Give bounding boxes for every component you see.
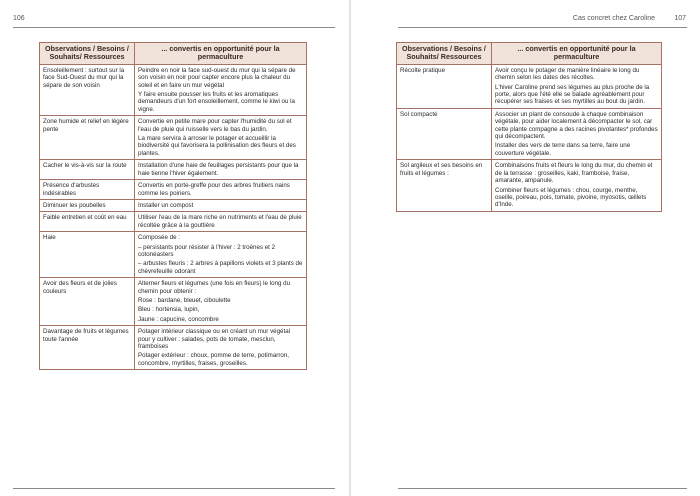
header-observations: Observations / Besoins / Souhaits/ Ressources [397, 43, 492, 65]
left-observations-table [39, 42, 307, 370]
observation-cell: Sol compacté [397, 108, 492, 159]
table-row [397, 108, 662, 159]
table-row [40, 116, 307, 160]
left-header-rule [13, 27, 335, 28]
table-row [40, 199, 307, 211]
opportunity-paragraph: Alterner fleurs et légumes (une fois en fleurs) le long du chemin pour obtenir : [138, 280, 291, 295]
opportunity-cell [135, 116, 307, 160]
opportunity-paragraph: L'hiver Caroline prend ses légumes au plus proche de la porte, alors que l'été elle se balade agréablement pour récupérer ses fraises et ses myrtilles au bout du jardin. [495, 83, 650, 106]
table-row [397, 64, 662, 108]
observation-cell: Ensoleillement : surtout sur la face Sud-Ouest du mur qui la sépare de son voisin [40, 64, 135, 115]
opportunity-paragraph: Potager extérieur : choux, pomme de terre, potimarron, concombre, myrtilles, fraises, groseilles. [138, 352, 289, 367]
observation-cell: Sol argileux et ses besoins en fruits et légumes : [397, 160, 492, 211]
observation-cell: Faible entretien et coût en eau [40, 212, 135, 232]
opportunity-paragraph: Potager intérieur classique ou en créant un mur végétal pour y cultiver : salades, pots de tomate, mesclun, framboises [138, 328, 291, 350]
opportunity-cell [135, 326, 307, 370]
opportunity-paragraph: Utiliser l'eau de la mare riche en nutriments et l'eau de pluie récoltée grâce à la gouttière [138, 214, 302, 229]
left-page-number: 106 [13, 15, 25, 22]
table-row [40, 212, 307, 232]
table-header-row [397, 43, 662, 65]
opportunity-paragraph: Convertie en petite mare pour capter l'humidité du sol et l'eau de pluie qui ruisselle vers le bas du jardin. [138, 118, 292, 133]
right-footer-rule [398, 488, 687, 489]
observation-cell: Diminuer les poubelles [40, 199, 135, 211]
opportunity-paragraph: Associer un plant de consoude à chaque combinaison végétale, pour aider localement à décompacter le sol, car cette plante compagne a des racines pivotantes* profondes qui décompactent. [495, 110, 658, 141]
opportunity-cell [135, 64, 307, 115]
observation-cell: Présence d'arbustes indésirables [40, 180, 135, 200]
opportunity-paragraph: Rose : bardane, bleuet, ciboulette [138, 296, 231, 304]
right-page-number: 107 [674, 15, 686, 22]
opportunity-paragraph: – persistants pour résister à l'hiver : 2 troènes et 2 cotonéasters [138, 243, 276, 258]
opportunity-cell [135, 199, 307, 211]
opportunity-paragraph: Installer des vers de terre dans sa terre, faire une couverture végétale. [495, 142, 631, 157]
observation-cell: Haie [40, 232, 135, 278]
observation-cell: Cacher le vis-à-vis sur la route [40, 160, 135, 180]
observation-cell: Avoir des fleurs et de jolies couleurs [40, 278, 135, 326]
table-header-row [40, 43, 307, 65]
opportunity-paragraph: Convertis en porte-greffe pour des arbres fruitiers nains comme les poiriers. [138, 182, 290, 197]
opportunity-paragraph: Bleu : hortensia, lupin, [138, 306, 200, 314]
opportunity-paragraph: Jaune : capucine, concombre [138, 315, 219, 323]
table-row [40, 278, 307, 326]
header-opportunities: ... convertis en opportunité pour la permaculture [492, 43, 662, 65]
opportunity-paragraph: Installer un compost [138, 201, 194, 209]
table-row [397, 160, 662, 211]
opportunity-cell [135, 232, 307, 278]
running-head: Cas concret chez Caroline [572, 15, 655, 22]
opportunity-paragraph: Combinaisons fruits et fleurs le long du mur, du chemin et de la terrasse : groseilles, kaki, framboise, fraise, amarante, ampanule. [495, 162, 653, 185]
opportunity-cell [135, 278, 307, 326]
observation-cell: Davantage de fruits et légumes toute l'année [40, 326, 135, 370]
opportunity-paragraph: Composée de : [138, 234, 180, 242]
opportunity-paragraph: La mare servira à arroser le potager et accueillir la biodiversité qui favorisera la pollinisation des fleurs et des plantes. [138, 135, 296, 157]
opportunity-paragraph: – arbustes fleuris : 2 arbres à papillons violets et 3 plants de chèvrefeuille odorant [138, 260, 303, 275]
table-row [40, 160, 307, 180]
header-opportunities: ... convertis en opportunité pour la permaculture [135, 43, 307, 65]
table-row [40, 180, 307, 200]
opportunity-cell [492, 64, 662, 108]
opportunity-paragraph: Combiner fleurs et légumes : chou, courge, menthe, oseille, poireau, pois, tomate, pivoine, myosotis, œillets d'Inde. [495, 186, 647, 209]
observation-cell: Zone humide et relief en légère pente [40, 116, 135, 160]
table-row [40, 232, 307, 278]
header-observations: Observations / Besoins / Souhaits/ Ressources [40, 43, 135, 65]
observation-cell: Récolte pratique [397, 64, 492, 108]
opportunity-cell [492, 160, 662, 211]
opportunity-paragraph: Y faire ensuite pousser les fruits et les aromatiques demandeurs d'un fort ensoleillement, comme le kiwi ou la vigne. [138, 91, 295, 113]
right-header-rule [398, 27, 687, 28]
opportunity-cell [135, 212, 307, 232]
table-row [40, 64, 307, 115]
opportunity-cell [135, 160, 307, 180]
opportunity-paragraph: Peindre en noir la face sud-ouest du mur qui la sépare de son voisin en noir pour capter encore plus la chaleur du soleil et en faire un mur végétal [138, 66, 296, 89]
opportunity-paragraph: Installation d'une haie de feuillages persistants pour que la haie tienne l'hiver également. [138, 162, 299, 177]
table-row [40, 326, 307, 370]
opportunity-paragraph: Avoir conçu le potager de manière linéaire le long du chemin selon les dates des récoltes. [495, 66, 640, 82]
left-footer-rule [13, 488, 335, 489]
left-page [0, 0, 349, 496]
opportunity-cell [492, 108, 662, 159]
right-page [351, 0, 700, 496]
opportunity-cell [135, 180, 307, 200]
right-observations-table [396, 42, 662, 212]
